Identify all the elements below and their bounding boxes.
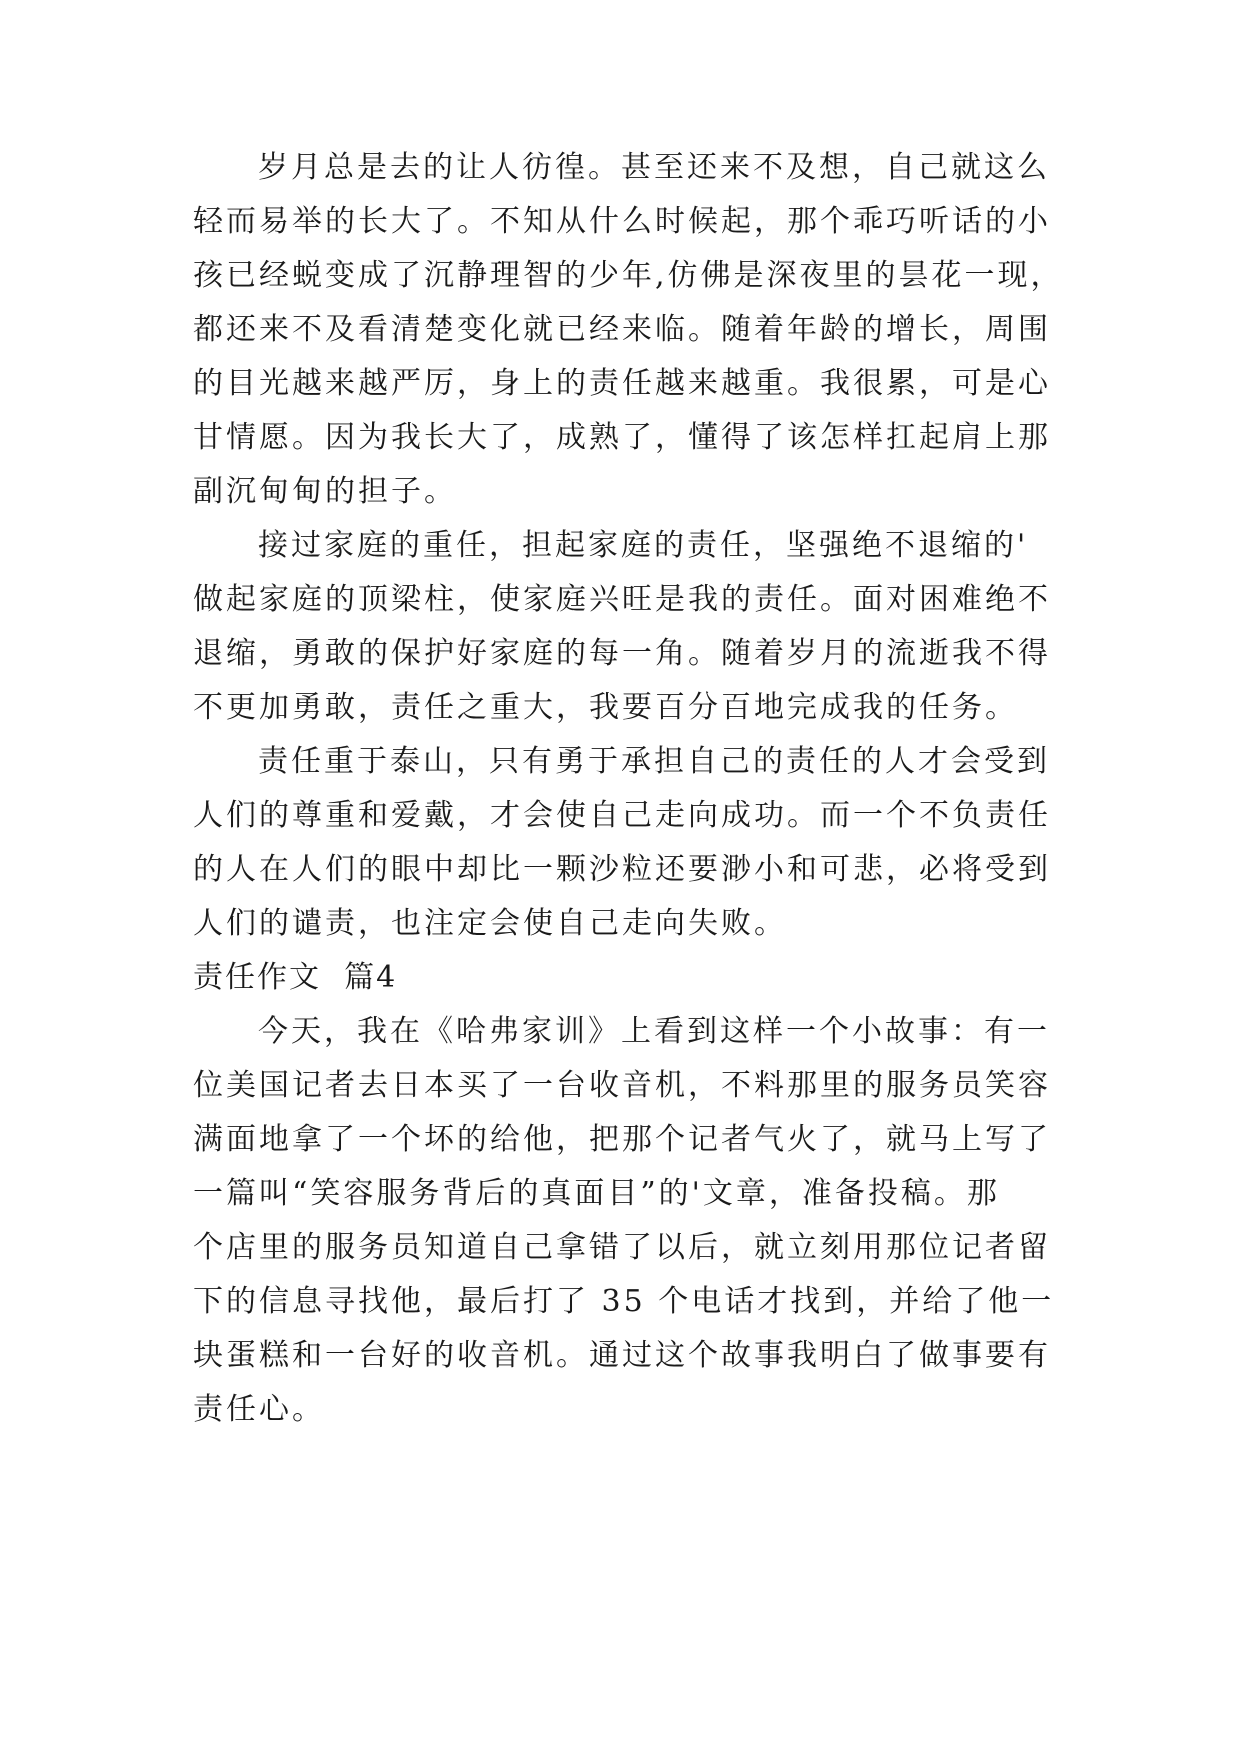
paragraph-3-line-1: 责任重于泰山，只有勇于承担自己的责任的人才会受到 xyxy=(258,744,1050,779)
paragraph-1-line-3: 孩已经蜕变成了沉静理智的少年,仿佛是深夜里的昙花一现， xyxy=(193,258,1064,293)
paragraph-1-line-1: 岁月总是去的让人彷徨。甚至还来不及想，自己就这么 xyxy=(258,150,1050,185)
paragraph-4-line-2: 位美国记者去日本买了一台收音机，不料那里的服务员笑容 xyxy=(193,1068,1051,1103)
paragraph-3-line-4: 人们的谴责，也注定会使自己走向失败。 xyxy=(193,906,787,941)
section-heading: 责任作文 篇4 xyxy=(193,960,398,995)
paragraph-4-line-8: 责任心。 xyxy=(193,1392,325,1427)
paragraph-3-line-2: 人们的尊重和爱戴，才会使自己走向成功。而一个不负责任 xyxy=(193,798,1051,833)
paragraph-1-line-4: 都还来不及看清楚变化就已经来临。随着年龄的增长，周围 xyxy=(193,312,1051,347)
paragraph-2-line-1: 接过家庭的重任，担起家庭的责任，坚强绝不退缩的' xyxy=(258,528,1029,563)
paragraph-2-line-3: 退缩，勇敢的保护好家庭的每一角。随着岁月的流逝我不得 xyxy=(193,636,1051,671)
paragraph-3-line-3: 的人在人们的眼中却比一颗沙粒还要渺小和可悲，必将受到 xyxy=(193,852,1051,887)
paragraph-2-line-4: 不更加勇敢，责任之重大，我要百分百地完成我的任务。 xyxy=(193,690,1018,725)
paragraph-4-line-1: 今天，我在《哈弗家训》上看到这样一个小故事：有一 xyxy=(258,1014,1050,1049)
paragraph-1-line-6: 甘情愿。因为我长大了，成熟了，懂得了该怎样扛起肩上那 xyxy=(193,420,1051,455)
paragraph-1-line-2: 轻而易举的长大了。不知从什么时候起，那个乖巧听话的小 xyxy=(193,204,1051,239)
paragraph-2-line-2: 做起家庭的顶梁柱，使家庭兴旺是我的责任。面对困难绝不 xyxy=(193,582,1051,617)
paragraph-1-line-5: 的目光越来越严厉，身上的责任越来越重。我很累，可是心 xyxy=(193,366,1051,401)
paragraph-1-line-7: 副沉甸甸的担子。 xyxy=(193,474,457,509)
paragraph-4-line-6: 下的信息寻找他，最后打了 35 个电话才找到，并给了他一 xyxy=(193,1284,1055,1319)
paragraph-4-line-3: 满面地拿了一个坏的给他，把那个记者气火了，就马上写了 xyxy=(193,1122,1051,1157)
paragraph-4-line-5: 个店里的服务员知道自己拿错了以后，就立刻用那位记者留 xyxy=(193,1230,1051,1265)
paragraph-4-line-7: 块蛋糕和一台好的收音机。通过这个故事我明白了做事要有 xyxy=(193,1338,1051,1373)
paragraph-4-line-4: 一篇叫“笑容服务背后的真面目”的'文章，准备投稿。那 xyxy=(193,1176,1000,1211)
